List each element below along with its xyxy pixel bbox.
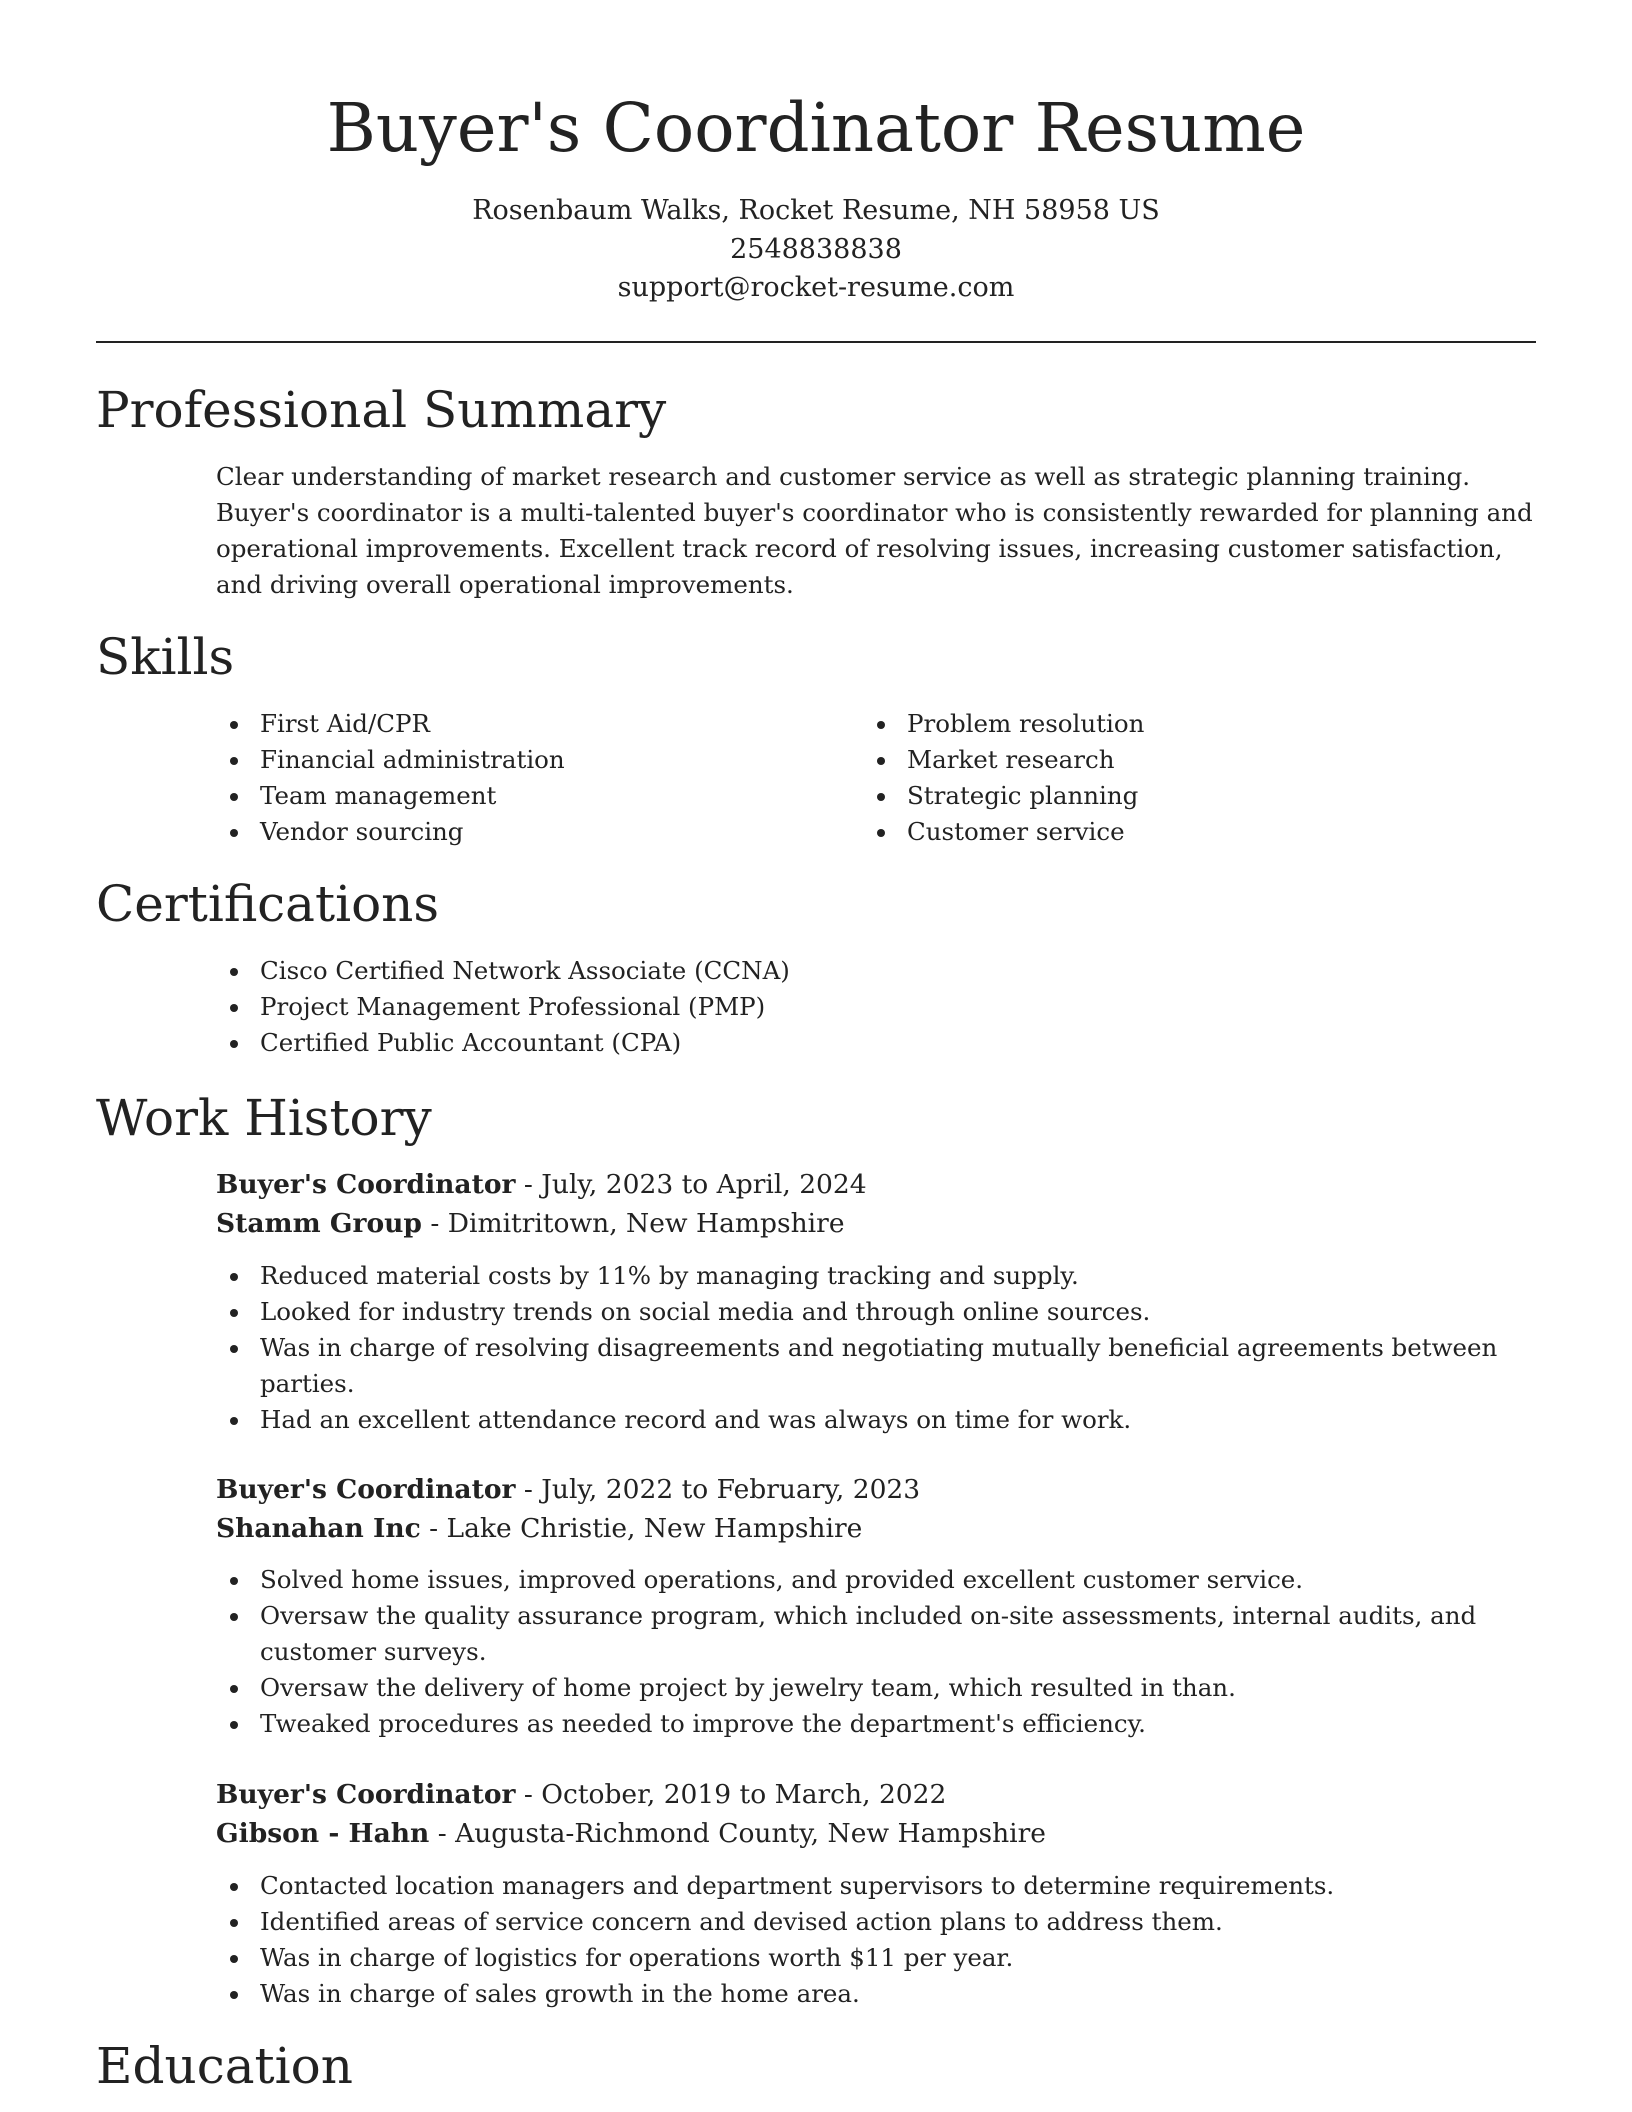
job-location: - Augusta-Richmond County, New Hampshire — [429, 1818, 1046, 1849]
section-heading-certifications: Certifications — [96, 875, 440, 933]
job-location: - Dimitritown, New Hampshire — [421, 1208, 845, 1239]
job-bullet: Looked for industry trends on social media and through online sources. — [216, 1294, 1540, 1330]
job-company: Shanahan Inc — [216, 1513, 421, 1544]
skill-item: Market research — [863, 742, 1503, 778]
skill-item: Financial administration — [216, 742, 856, 778]
skills-list-right — [863, 706, 1503, 850]
job-dates: - July, 2023 to April, 2024 — [515, 1169, 867, 1200]
contact-phone: 2548838838 — [730, 234, 902, 265]
job-title-line — [216, 1471, 920, 1509]
job-title: Buyer's Coordinator — [216, 1779, 516, 1810]
job-bullet: Oversaw the delivery of home project by jewelry team, which resulted in than. — [216, 1670, 1540, 1706]
job-title: Buyer's Coordinator — [216, 1474, 516, 1505]
job-bullet: Was in charge of logistics for operations worth $11 per year. — [216, 1940, 1540, 1976]
certifications-list — [216, 953, 1540, 1061]
job-title-line — [216, 1166, 867, 1204]
job-bullet: Solved home issues, improved operations, and provided excellent customer service. — [216, 1562, 1540, 1598]
job-company: Stamm Group — [216, 1208, 422, 1239]
job-company-line — [216, 1205, 845, 1243]
job-bullet: Had an excellent attendance record and was always on time for work. — [216, 1402, 1540, 1438]
certification-item: Project Management Professional (PMP) — [216, 989, 1540, 1025]
job-bullet: Reduced material costs by 11% by managing tracking and supply. — [216, 1258, 1540, 1294]
certification-item: Certified Public Accountant (CPA) — [216, 1025, 1540, 1061]
job-company: Gibson - Hahn — [216, 1818, 430, 1849]
skill-item: Strategic planning — [863, 778, 1503, 814]
job-bullet: Was in charge of sales growth in the home area. — [216, 1976, 1540, 2012]
job-bullet: Oversaw the quality assurance program, which included on-site assessments, internal audits, and customer surveys. — [216, 1598, 1540, 1670]
job-dates: - October, 2019 to March, 2022 — [515, 1779, 947, 1810]
skills-list-left — [216, 706, 856, 850]
job-company-line — [216, 1510, 862, 1548]
section-heading-work-history: Work History — [96, 1089, 432, 1147]
job-company-line — [216, 1815, 1046, 1853]
skill-item: Team management — [216, 778, 856, 814]
summary-text: Clear understanding of market research and customer service as well as strategic planning training. Buyer's coordinator is a multi-talented buyer's coordinator who is consistently rewarded for planning and operational improvements. Excellent track record of resolving issues, increasing customer satisfaction, and driving overall operational improvements. — [216, 462, 1533, 599]
job-bullet: Was in charge of resolving disagreements and negotiating mutually beneficial agreements between parties. — [216, 1330, 1540, 1402]
skill-item: First Aid/CPR — [216, 706, 856, 742]
section-heading-skills: Skills — [96, 628, 235, 686]
job-bullets — [216, 1868, 1540, 2012]
job-location: - Lake Christie, New Hampshire — [420, 1513, 863, 1544]
certification-item: Cisco Certified Network Associate (CCNA) — [216, 953, 1540, 989]
skill-item: Problem resolution — [863, 706, 1503, 742]
job-bullet: Contacted location managers and department supervisors to determine requirements. — [216, 1868, 1540, 1904]
job-title: Buyer's Coordinator — [216, 1169, 516, 1200]
job-bullet: Identified areas of service concern and devised action plans to address them. — [216, 1904, 1540, 1940]
contact-email: support@rocket-resume.com — [617, 272, 1015, 303]
contact-address: Rosenbaum Walks, Rocket Resume, NH 58958 US — [472, 195, 1160, 226]
skill-item: Vendor sourcing — [216, 814, 856, 850]
resume-title: Buyer's Coordinator Resume — [326, 89, 1306, 167]
section-heading-education: Education — [96, 2037, 353, 2095]
section-heading-summary: Professional Summary — [96, 381, 667, 439]
header-divider — [96, 341, 1536, 343]
skill-item: Customer service — [863, 814, 1503, 850]
job-bullet: Tweaked procedures as needed to improve the department's efficiency. — [216, 1706, 1540, 1742]
job-bullets — [216, 1258, 1540, 1438]
job-title-line — [216, 1776, 946, 1814]
job-bullets — [216, 1562, 1540, 1742]
job-dates: - July, 2022 to February, 2023 — [515, 1474, 921, 1505]
